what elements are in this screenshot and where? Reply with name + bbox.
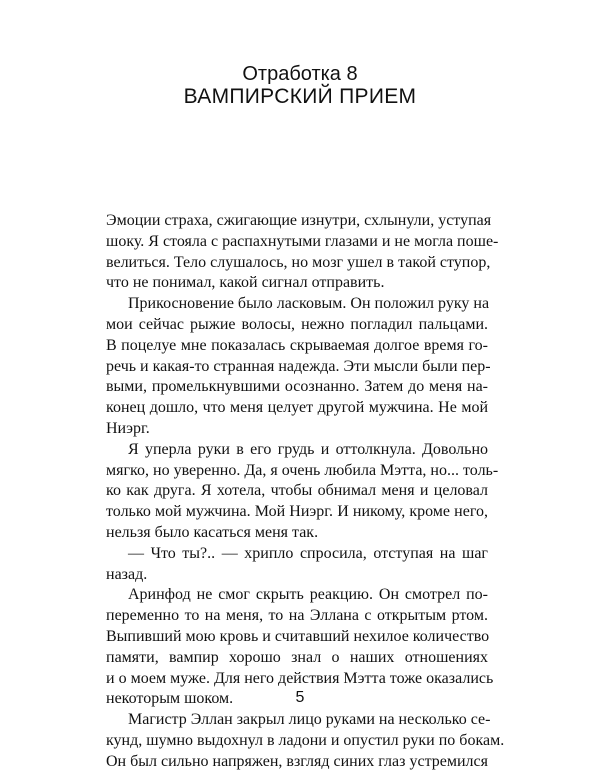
text-line: мягко, но уверенно. Да, я очень любила Мэтта, но... толь- xyxy=(106,461,499,479)
text-line: кунд, шумно выдохнул в ладони и опустил руки по бокам. xyxy=(106,731,505,749)
text-line: назад. xyxy=(106,565,148,583)
text-line: речь и какая-то странная надежда. Эти мысли были пер- xyxy=(106,357,491,375)
text-line: только мой мужчина. Мой Ниэрг. И никому, кроме него, xyxy=(106,503,488,521)
text-line: В поцелуе мне показалась скрываемая долгое время го- xyxy=(106,336,488,354)
page-number: 5 xyxy=(295,689,305,706)
text-line: Выпивший мою кровь и считавший нехилое количество xyxy=(106,627,490,645)
text-line: Он был сильно напряжен, взгляд синих глаз устремился xyxy=(106,752,488,770)
text-line: Прикосновение было ласковым. Он положил руку на xyxy=(128,295,490,313)
text-line: ко как друга. Я хотела, чтобы обнимал меня и целовал xyxy=(106,482,488,500)
text-line: велиться. Тело слушалось, но мозг ушел в такой ступор, xyxy=(106,253,491,271)
text-line: мои сейчас рыжие волосы, нежно погладил пальцами. xyxy=(106,315,488,333)
text-line: конец дошло, что меня целует другой мужчина. Не мой xyxy=(106,399,488,417)
text-line: Эмоции страха, сжигающие изнутри, схлынули, уступая xyxy=(106,212,492,229)
text-line: Аринфод не смог скрыть реакцию. Он смотрел по- xyxy=(128,586,488,604)
text-line: шоку. Я стояла с распахнутыми глазами и не могла поше- xyxy=(106,232,499,250)
text-line: некоторым шоком. xyxy=(106,690,234,708)
chapter-number: Отработка 8 xyxy=(242,63,358,85)
text-line: памяти, вампир хорошо знал о наших отношениях xyxy=(106,648,488,666)
text-line: переменно то на меня, то на Эллана с открытым ртом. xyxy=(106,607,488,625)
text-line: выми, промелькнувшими осознанно. Затем до меня на- xyxy=(106,378,488,396)
text-line: Я уперла руки в его грудь и оттолкнула. Довольно xyxy=(128,440,488,458)
text-line: нельзя было касаться меня так. xyxy=(106,523,319,541)
chapter-title: ВАМПИРСКИЙ ПРИЕМ xyxy=(183,85,417,108)
text-line: и о моем муже. Для него действия Мэтта тоже оказались xyxy=(106,669,494,687)
text-line: что не понимал, какой сигнал отправить. xyxy=(106,274,385,292)
text-line: Магистр Эллан закрыл лицо руками на несколько се- xyxy=(128,711,491,729)
text-line: — Что ты?.. — хрипло спросила, отступая на шаг xyxy=(128,544,488,562)
text-line: Ниэрг. xyxy=(106,419,150,437)
